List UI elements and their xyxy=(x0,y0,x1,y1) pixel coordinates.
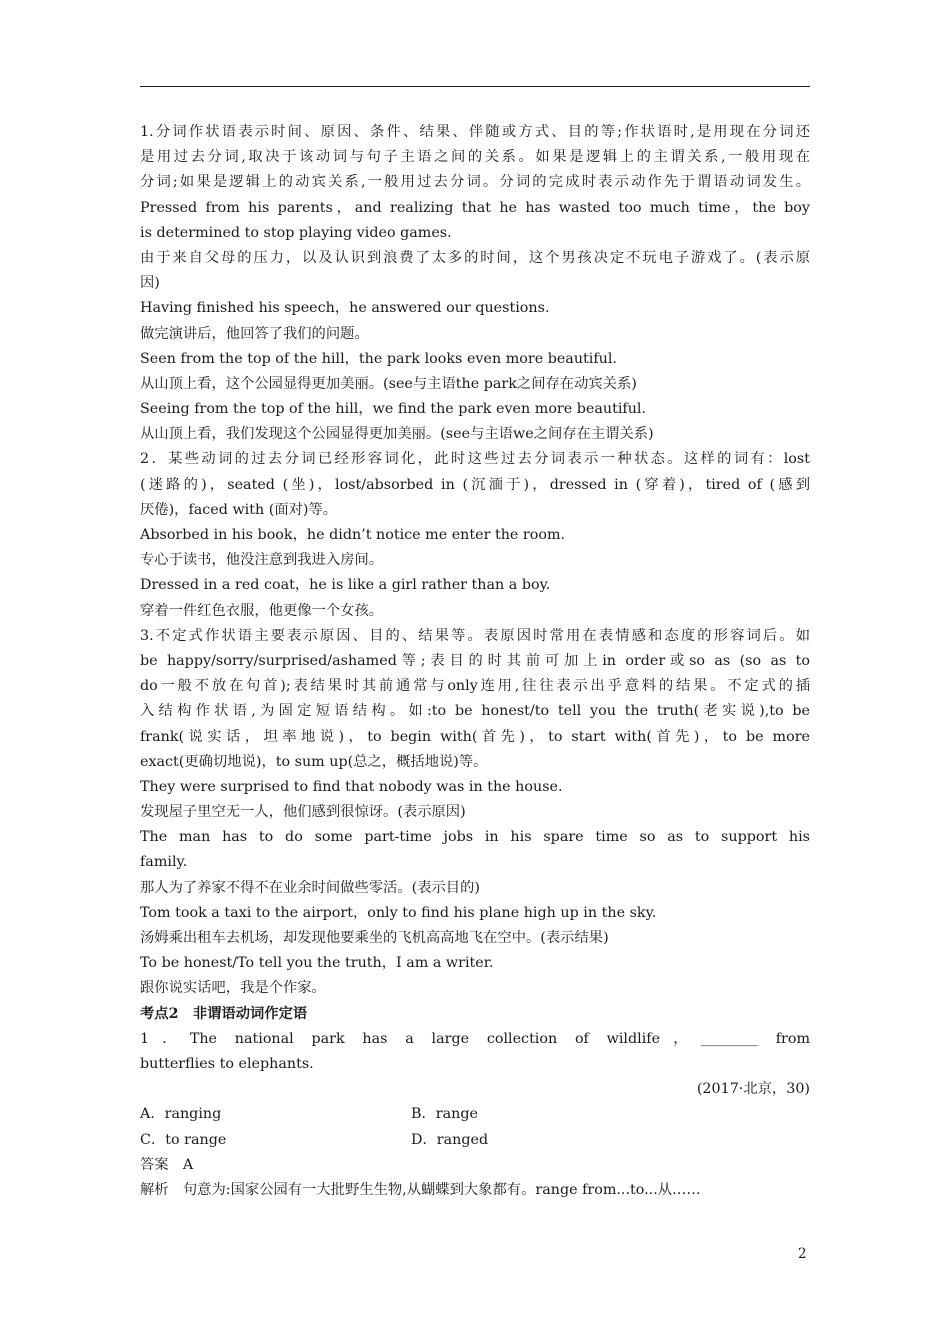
section-heading-text: 考点2 非谓语动词作定语 xyxy=(140,1005,308,1022)
text-line: 由于来自父母的压力，以及认识到浪费了太多的时间，这个男孩决定不玩电子游戏了。(表示原 xyxy=(140,249,810,266)
section-heading xyxy=(140,1002,810,1027)
text-line: Tom took a taxi to the airport，only to find his plane high up in the sky. xyxy=(140,904,657,921)
text-line: 入结构作状语,为固定短语结构。如:to be honest/to tell you the truth(老实说),to be xyxy=(140,703,810,720)
analysis: 解析 句意为:国家公园有一大批野生生物,从蝴蝶到大象都有。range from...to...从…… xyxy=(140,1181,701,1198)
text-line: 1.分词作状语表示时间、原因、条件、结果、伴随或方式、目的等;作状语时,是用现在分词还 xyxy=(140,124,810,140)
text-line: do一般不放在句首);表结果时其前通常与only连用,往往表示出乎意料的结果。不定式的插 xyxy=(140,678,810,695)
text-line: 专心于读书，他没注意到我进入房间。 xyxy=(140,552,384,569)
question-stem: 1．The national park has a large collection of wildlife，________ from xyxy=(140,1030,810,1047)
text-line: 3.不定式作状语主要表示原因、目的、结果等。表原因时常用在表情感和态度的形容词后。如 xyxy=(140,627,810,644)
text-line: 汤姆乘出租车去机场，却发现他要乘坐的飞机高高地飞在空中。(表示结果) xyxy=(140,930,609,946)
text-line: The man has to do some part-time jobs in his spare time so as to support his xyxy=(140,829,810,846)
text-line: 跟你说实话吧，我是个作家。 xyxy=(140,980,326,997)
text-line: (迷路的)，seated (坐)，lost/absorbed in (沉湎于)，dressed in (穿着)，tired of (感到 xyxy=(140,476,810,493)
text-line: 从山顶上看，这个公园显得更加美丽。(see与主语the park之间存在动宾关系) xyxy=(140,375,637,392)
text-line: is determined to stop playing video games. xyxy=(140,224,452,241)
text-line: They were surprised to find that nobody was in the house. xyxy=(140,778,563,795)
option-c: C．to range xyxy=(140,1131,227,1148)
text-line: Dressed in a red coat，he is like a girl rather than a boy. xyxy=(140,577,551,594)
question-source: (2017·北京，30) xyxy=(696,1081,810,1098)
text-line: 厌倦)，faced with (面对)等。 xyxy=(140,501,338,518)
text-line: Absorbed in his book，he didn’t notice me enter the room. xyxy=(140,527,566,543)
option-b: B．range xyxy=(411,1106,478,1123)
text-line: 是用过去分词,取决于该动词与句子主语之间的关系。如果是逻辑上的主谓关系,一般用现在 xyxy=(140,149,810,166)
text-line: 从山顶上看，我们发现这个公园显得更加美丽。(see与主语we之间存在主谓关系) xyxy=(140,426,654,443)
answer: 答案 A xyxy=(140,1156,194,1173)
text-line: 因) xyxy=(140,275,160,292)
text-line: 2．某些动词的过去分词已经形容词化，此时这些过去分词表示一种状态。这样的词有：lost xyxy=(140,451,810,468)
text-line: be happy/sorry/surprised/ashamed等;表目的时其前可加上in order或so as (so as to xyxy=(140,652,810,669)
text-line: exact(更确切地说)，to sum up(总之，概括地说)等。 xyxy=(140,753,488,770)
option-d: D．ranged xyxy=(411,1131,489,1148)
text-line: frank(说实话，坦率地说)，to begin with(首先)，to start with(首先)，to be more xyxy=(140,728,810,745)
page-number: 2 xyxy=(798,1246,807,1262)
options-row xyxy=(140,1102,810,1127)
text-line: 穿着一件红色衣服，他更像一个女孩。 xyxy=(140,602,384,619)
text-line: family. xyxy=(140,854,188,871)
text-line: Seen from the top of the hill，the park looks even more beautiful. xyxy=(140,350,617,367)
text-line: Pressed from his parents，and realizing that he has wasted too much time，the boy xyxy=(140,199,810,216)
options-row xyxy=(140,1128,810,1153)
option-a: A．ranging xyxy=(140,1106,222,1123)
header-rule xyxy=(140,86,810,87)
question-stem-cont: butterflies to elephants. xyxy=(140,1055,314,1072)
text-line: 做完演讲后，他回答了我们的问题。 xyxy=(140,325,369,342)
text-line: Having finished his speech，he answered our questions. xyxy=(140,300,550,317)
text-line: 分词;如果是逻辑上的动宾关系,一般用过去分词。分词的完成时表示动作先于谓语动词发生。 xyxy=(140,174,810,191)
text-line: To be honest/To tell you the truth，I am a writer. xyxy=(140,955,494,972)
text-line: 那人为了养家不得不在业余时间做些零活。(表示目的) xyxy=(140,879,480,896)
text-line: Seeing from the top of the hill，we find the park even more beautiful. xyxy=(140,401,647,418)
text-line: 发现屋子里空无一人，他们感到很惊讶。(表示原因) xyxy=(140,804,466,821)
page-content xyxy=(140,120,810,1203)
